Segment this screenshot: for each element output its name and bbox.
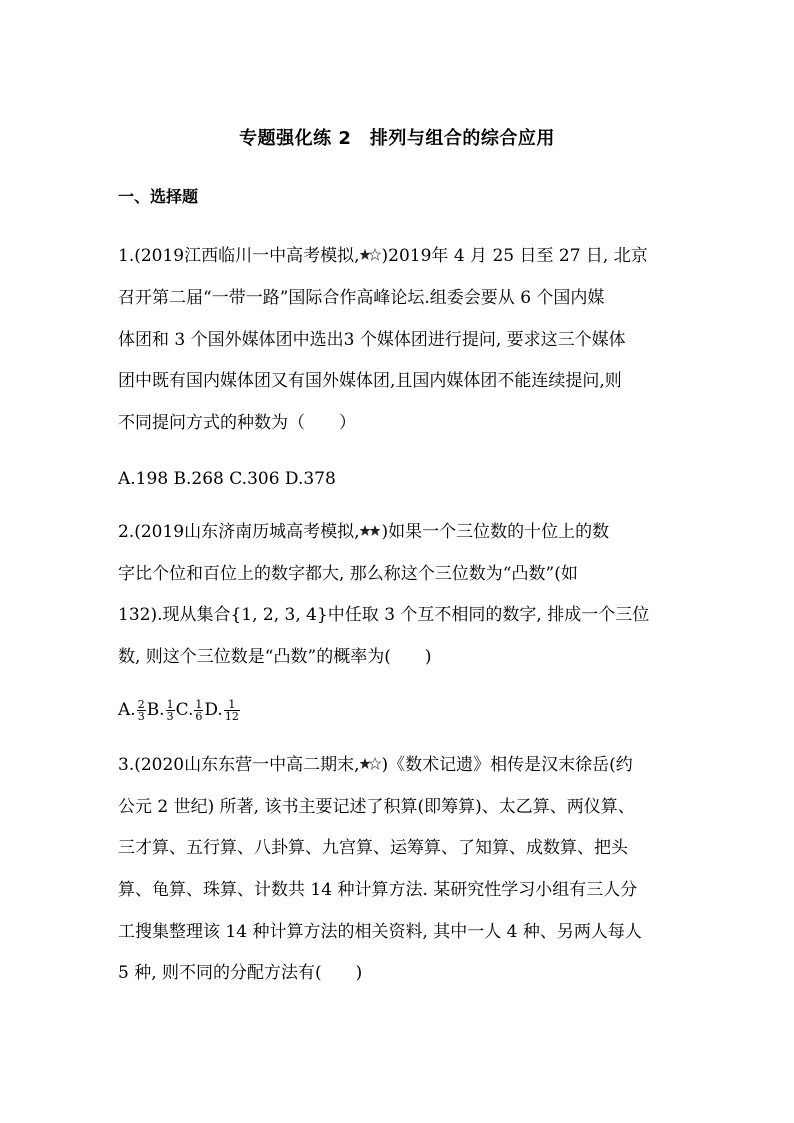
q1-options: A.198 B.268 C.306 D.378 [118,469,336,489]
q1-line-5: 不同提问方式的种数为（ ） [118,413,356,433]
q2-line-3: 132).现从集合{1, 2, 3, 4}中任取 3 个互不相同的数字, 排成一个三位 [118,605,650,625]
star-difficulty-icon [360,757,382,771]
q2-text-1: )如果一个三位数的十位上的数 [381,522,610,542]
q3-text-1: )《数术记遗》相传是汉末徐岳(约 [381,755,633,775]
page-title: 专题强化练 2 排列与组合的综合应用 [239,128,555,149]
q3-line-2: 公元 2 世纪) 所著, 该书主要记述了积算(即筹算)、太乙算、两仪算、 [118,797,635,817]
q3-line-6: 5 种, 则不同的分配方法有( ) [118,963,363,983]
q1-line-3: 体团和 3 个国外媒体团中选出3 个媒体团进行提问, 要求这三个媒体 [118,330,626,350]
q1-line-1 [118,244,648,268]
q2-options [118,698,241,722]
star-difficulty-icon [360,248,382,262]
option-b-label: B. [146,700,165,720]
q3-line-3: 三才算、五行算、八卦算、九宫算、运筹算、了知算、成数算、把头 [118,838,628,858]
q1-text-1: )2019年 4 月 25 日至 27 日, 北京 [381,246,648,266]
q2-line-1 [118,520,609,544]
q3-source: 3.(2020山东东营一中高二期末, [118,755,360,775]
q2-line-2: 字比个位和百位上的数字都大, 那么称这个三位数为“凸数”(如 [118,564,578,584]
option-c-label: C. [175,700,194,720]
q1-source: 1.(2019江西临川一中高考模拟, [118,246,360,266]
q3-line-4: 算、龟算、珠算、计数共 14 种计算方法. 某研究性学习小组有三人分 [118,880,638,900]
option-d-label: D. [204,700,223,720]
option-b-fraction: $\frac{1}{3}$ [166,698,174,723]
q1-line-2: 召开第二届“一带一路”国际合作高峰论坛.组委会要从 6 个国内媒 [118,288,605,308]
q3-line-5: 工搜集整理该 14 种计算方法的相关资料, 其中一人 4 种、另两人每人 [118,922,642,942]
star-difficulty-icon [360,524,382,538]
option-d-fraction: $\frac{1}{12}$ [224,698,239,723]
option-c-fraction: $\frac{1}{6}$ [195,698,203,723]
option-a-fraction: $\frac{2}{3}$ [137,698,145,723]
option-a-label: A. [118,700,136,720]
q2-line-4: 数, 则这个三位数是“凸数”的概率为( ) [118,647,432,667]
q2-source: 2.(2019山东济南历城高考模拟, [118,522,360,542]
section-heading: 一、选择题 [118,187,199,206]
q1-line-4: 团中既有国内媒体团又有国外媒体团,且国内媒体团不能连续提问,则 [118,371,622,391]
q3-line-1 [118,753,633,777]
